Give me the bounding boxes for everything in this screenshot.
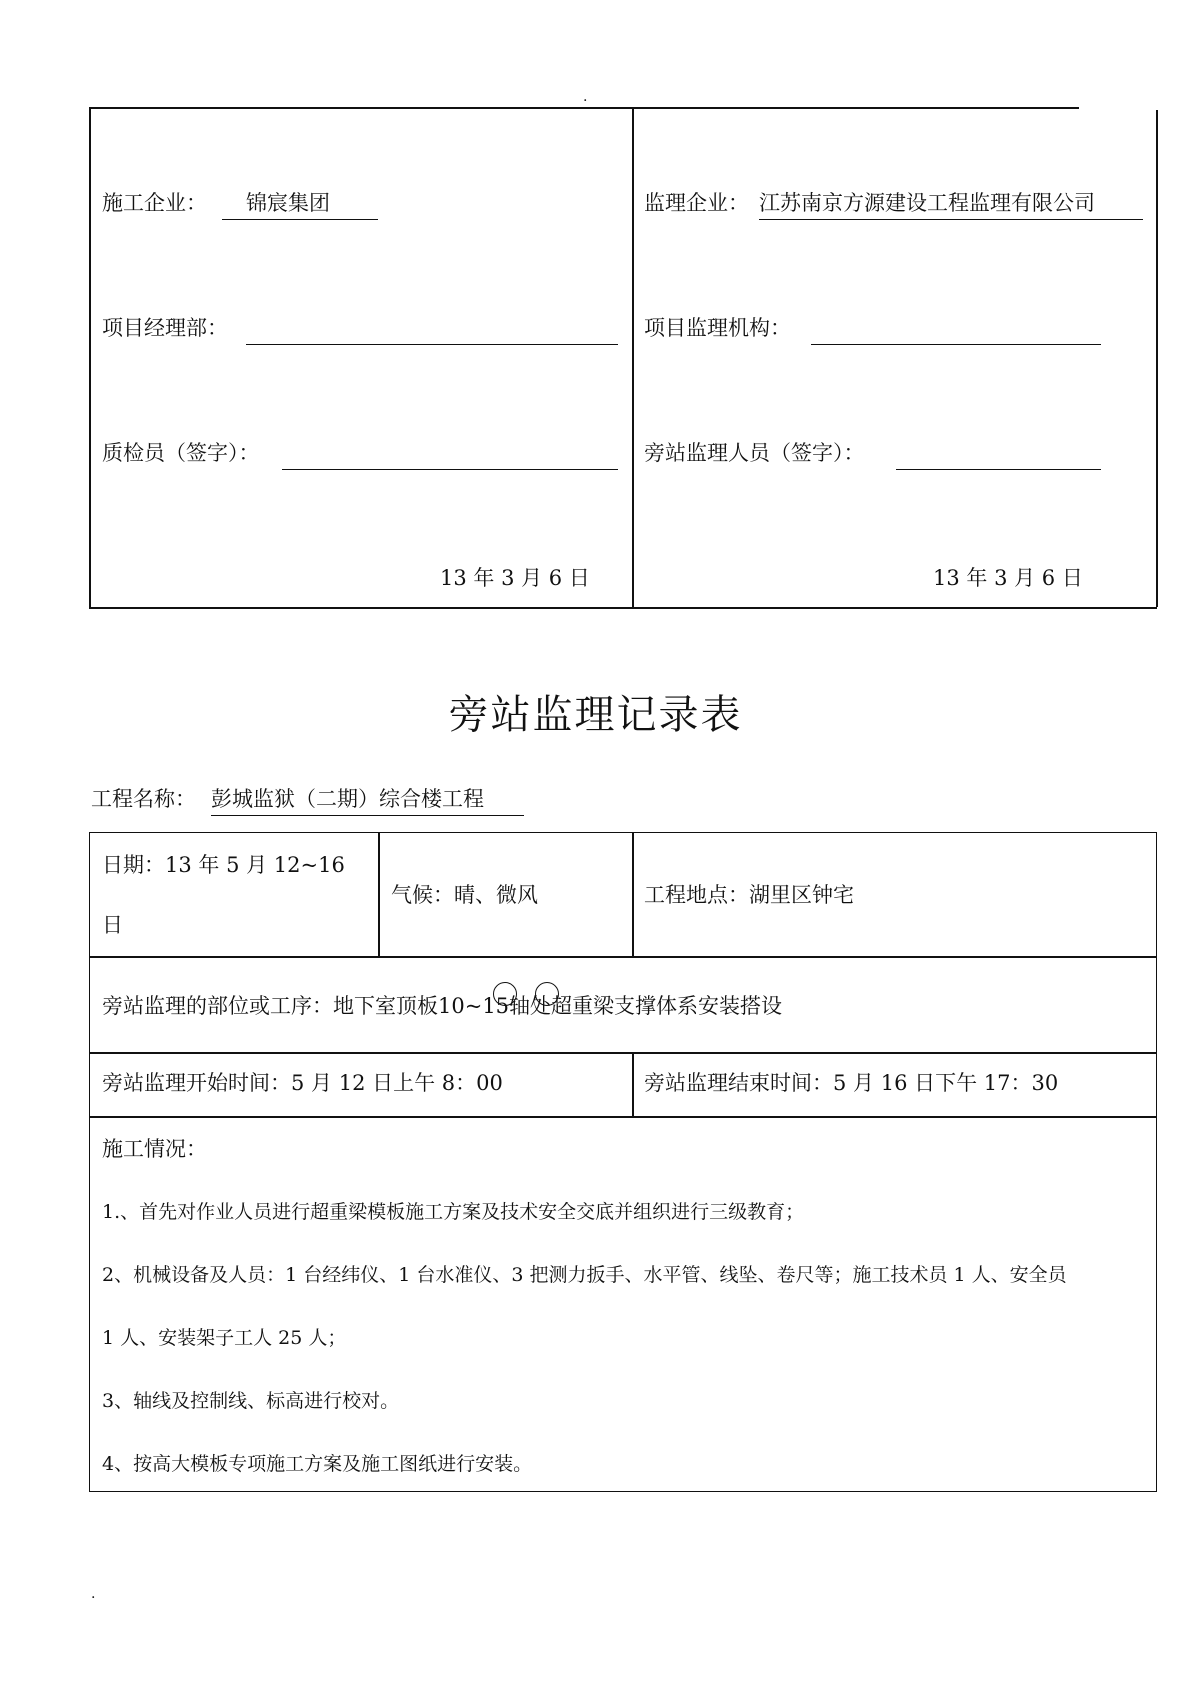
end-time: 旁站监理结束时间：5 月 16 日下午 17：30 xyxy=(644,1071,1059,1095)
header-dot: . xyxy=(583,89,588,105)
date-line-1: 日期：13 年 5 月 12~16 xyxy=(102,853,345,877)
col-divider-c xyxy=(632,1052,634,1116)
qc-sign-blank xyxy=(282,469,618,470)
part-or-process: 旁站监理的部位或工序：地下室顶板10~15轴处超重梁支撑体系安装搭设 xyxy=(102,994,783,1018)
location: 工程地点：湖里区钟宅 xyxy=(644,883,854,907)
list-item: 4、按高大模板专项施工方案及施工图纸进行安装。 xyxy=(102,1453,533,1475)
table-top-border xyxy=(89,107,1079,109)
supervisor-sign-label: 旁站监理人员（签字）： xyxy=(644,441,865,465)
table-middle-border xyxy=(632,107,634,607)
row-divider-1 xyxy=(89,956,1157,958)
row-divider-2 xyxy=(89,1052,1157,1054)
list-item: 3、轴线及控制线、标高进行校对。 xyxy=(102,1390,400,1412)
project-name-value: 彭城监狱（二期）综合楼工程 xyxy=(211,787,484,811)
construction-company-underline xyxy=(222,219,378,220)
table-left-border xyxy=(89,107,91,607)
date-line-2: 日 xyxy=(102,913,123,937)
project-name-label: 工程名称： xyxy=(91,787,196,811)
supervision-org-label: 项目监理机构： xyxy=(644,316,791,340)
supervision-org-blank xyxy=(811,344,1101,345)
weather: 气候：晴、微风 xyxy=(391,883,538,907)
project-manager-dept-label: 项目经理部： xyxy=(102,316,228,340)
construction-company-value: 锦宸集团 xyxy=(246,191,330,215)
qc-sign-label: 质检员（签字）： xyxy=(102,441,260,465)
footer-dot: . xyxy=(91,1586,96,1602)
right-date: 13 年 3 月 6 日 xyxy=(933,566,1083,590)
start-time: 旁站监理开始时间：5 月 12 日上午 8：00 xyxy=(102,1071,503,1095)
supervision-company-underline xyxy=(759,219,1143,220)
col-divider-b xyxy=(632,832,634,956)
list-item: 1.、首先对作业人员进行超重梁模板施工方案及技术安全交底并组织进行三级教育； xyxy=(102,1201,805,1223)
row-divider-3 xyxy=(89,1116,1157,1118)
axis-circle-icon xyxy=(493,982,517,1006)
supervisor-sign-blank xyxy=(896,469,1101,470)
table-right-border xyxy=(1156,110,1158,607)
list-item: 1 人、安装架子工人 25 人； xyxy=(102,1327,347,1349)
construction-status-label: 施工情况： xyxy=(102,1137,207,1161)
construction-company-label: 施工企业： xyxy=(102,191,207,215)
list-item: 2、机械设备及人员：1 台经纬仪、1 台水准仪、3 把测力扳手、水平管、线坠、卷尺等；施工技术员 1 人、安全员 xyxy=(102,1264,1067,1286)
supervision-company-value: 江苏南京方源建设工程监理有限公司 xyxy=(759,191,1095,215)
col-divider-a xyxy=(378,832,380,956)
axis-circle-icon xyxy=(535,982,559,1006)
supervision-company-label: 监理企业： xyxy=(644,191,749,215)
table-bottom-border xyxy=(89,607,1157,609)
left-date: 13 年 3 月 6 日 xyxy=(440,566,590,590)
project-name-underline xyxy=(211,815,524,816)
form-title: 旁站监理记录表 xyxy=(448,692,743,738)
project-manager-dept-blank xyxy=(246,344,618,345)
